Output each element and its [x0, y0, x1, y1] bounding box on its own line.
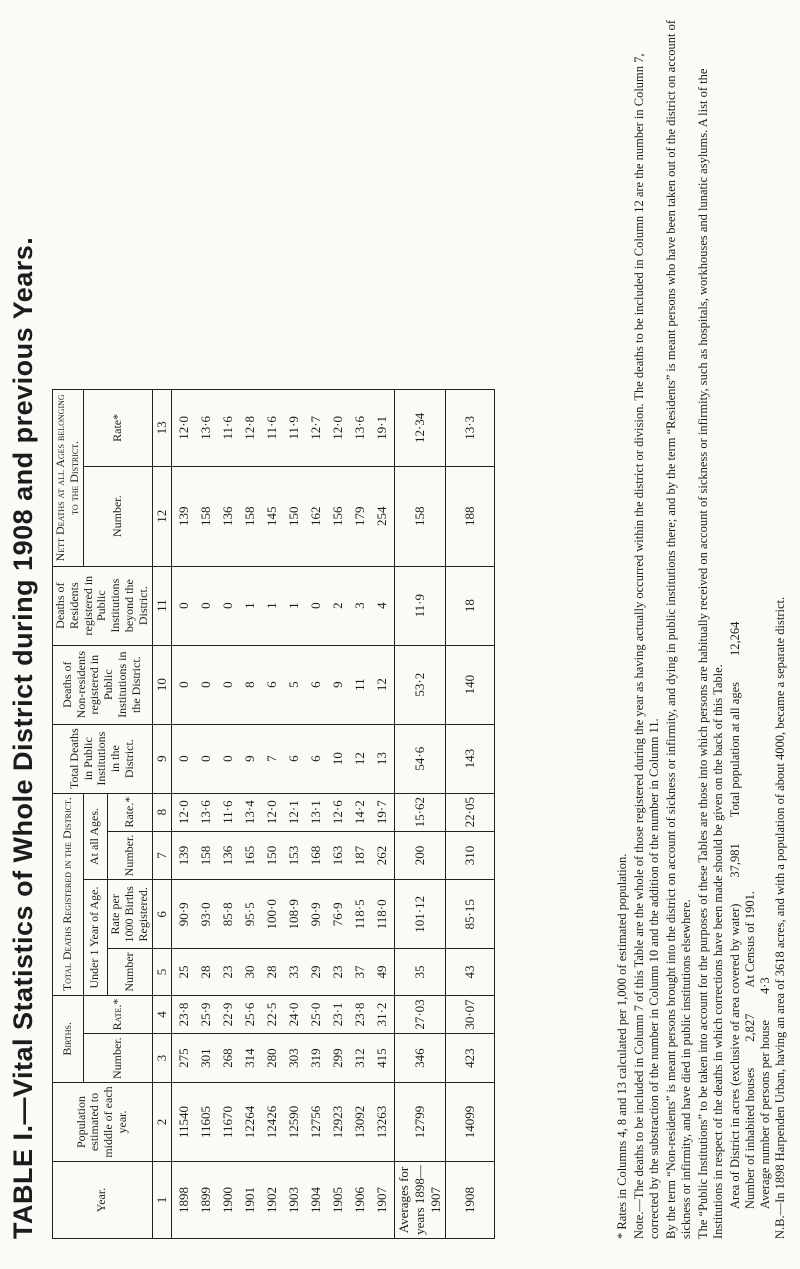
header-public-institutions: Total Deaths in Public Institutions in the District. — [53, 724, 153, 793]
table-cell: 118·0 — [373, 899, 389, 930]
note-non-residents: By the term “Non-residents” is meant persons brought into the district on account of sickness or infirmity, and dying in public institutions there; and by the term “Residents” is meant persons who have been taken out of the district on account of sickness or infirmity, and have died in public institutions elsewhere. — [664, 19, 693, 1239]
table-cell: 0 — [307, 602, 323, 609]
column-population — [171, 1083, 394, 1162]
table-cell: 158 — [197, 845, 213, 866]
cell: 18 — [445, 566, 494, 645]
table-cell: 7 — [263, 755, 279, 762]
column-number: 4 — [152, 995, 171, 1034]
table-cell: 25·9 — [197, 1002, 213, 1027]
table-cell: 12·0 — [175, 415, 191, 440]
header-all-ages: At all Ages. — [83, 793, 108, 880]
table-cell: 12·0 — [329, 415, 345, 440]
column-year — [171, 1162, 394, 1239]
table-cell: 19·7 — [373, 800, 389, 825]
header-population: Population estimated to middle of each year. — [53, 1083, 153, 1162]
table-cell: 299 — [329, 1048, 345, 1068]
cell: 310 — [445, 831, 494, 880]
table-cell: 23·1 — [329, 1002, 345, 1027]
column-number: 1 — [152, 1162, 171, 1239]
table-cell: 4 — [373, 602, 389, 609]
table-cell: 12·8 — [241, 415, 257, 440]
table-cell: 1 — [241, 602, 257, 609]
table-cell: 14·2 — [351, 800, 367, 825]
table-cell: 22·9 — [219, 1002, 235, 1027]
cell: 43 — [445, 949, 494, 995]
table-cell: 6 — [307, 755, 323, 762]
table-cell: 25 — [175, 965, 191, 979]
table-cell: 254 — [373, 506, 389, 526]
cell: 346 — [394, 1034, 445, 1083]
table-cell: 118·5 — [351, 899, 367, 930]
table-cell: 11540 — [175, 1105, 191, 1139]
column-number: 11 — [152, 566, 171, 645]
table-cell: 31·2 — [373, 1002, 389, 1027]
area-value: 37,981 — [728, 843, 742, 878]
table-cell: 179 — [351, 506, 367, 526]
table-cell: 1900 — [219, 1187, 235, 1213]
cell: 143 — [445, 724, 494, 793]
table-cell: 1906 — [351, 1187, 367, 1213]
column-number: 13 — [152, 390, 171, 467]
table-cell: 12 — [373, 678, 389, 692]
column-all-number — [171, 831, 394, 880]
table-cell: 11·6 — [219, 416, 235, 440]
table-cell: 11·6 — [263, 416, 279, 440]
table-cell: 303 — [285, 1048, 301, 1068]
table-cell: 24·0 — [285, 1002, 301, 1027]
table-cell: 319 — [307, 1048, 323, 1068]
header-non-residents: Deaths of Non-residents registered in Public Institutions in the District. — [53, 645, 153, 724]
table-cell: 165 — [241, 845, 257, 866]
cell: 15·62 — [394, 793, 445, 831]
cell: 12799 — [394, 1083, 445, 1162]
table-cell: 12·0 — [263, 800, 279, 825]
table-cell: 13·6 — [197, 800, 213, 825]
cell: 13·3 — [445, 390, 494, 467]
table-cell: 3 — [351, 602, 367, 609]
table-cell: 108·9 — [285, 899, 301, 930]
table-cell: 25·6 — [241, 1002, 257, 1027]
table-cell: 13·6 — [351, 415, 367, 440]
table-cell: 0 — [219, 602, 235, 609]
header-all-ages-rate: Rate.* — [108, 793, 152, 831]
column-number: 3 — [152, 1034, 171, 1083]
column-number: 10 — [152, 645, 171, 724]
cell: 35 — [394, 949, 445, 995]
table-cell: 0 — [219, 681, 235, 688]
column-number-row — [152, 390, 171, 1239]
table-cell: 1901 — [241, 1187, 257, 1213]
averages-row — [394, 390, 445, 1239]
table-cell: 25·0 — [307, 1002, 323, 1027]
table-cell: 1899 — [197, 1187, 213, 1213]
table-cell: 29 — [307, 965, 323, 979]
cell: 1908 — [445, 1162, 494, 1239]
table-cell: 30 — [241, 965, 257, 979]
cell: 53·2 — [394, 645, 445, 724]
column-number: 2 — [152, 1083, 171, 1162]
table-cell: 28 — [197, 965, 213, 979]
column-number: 8 — [152, 793, 171, 831]
header-total-deaths: Total Deaths Registered in the District. — [53, 793, 84, 995]
table-cell: 13·4 — [241, 800, 257, 825]
area-block — [728, 19, 773, 1209]
cell: 11·9 — [394, 566, 445, 645]
table-cell: 12264 — [241, 1105, 257, 1139]
table-cell: 93·0 — [197, 902, 213, 927]
table-cell: 2 — [329, 602, 345, 609]
cell: 188 — [445, 466, 494, 566]
page-title: TABLE I.—Vital Statistics of Whole District during 1908 and previous Years. — [8, 236, 38, 1239]
table-cell: 301 — [197, 1048, 213, 1068]
table-cell: 163 — [329, 845, 345, 866]
table-cell: 12756 — [307, 1105, 323, 1139]
cell: 54·6 — [394, 724, 445, 793]
table-cell: 9 — [241, 755, 257, 762]
column-nett-number — [171, 466, 394, 566]
table-cell: 76·9 — [329, 902, 345, 927]
table-cell: 11670 — [219, 1105, 235, 1139]
table-cell: 6 — [307, 681, 323, 688]
table-cell: 12 — [351, 752, 367, 766]
header-under-1: Under 1 Year of Age. — [83, 880, 108, 995]
table-cell: 158 — [197, 506, 213, 526]
table-cell: 136 — [219, 506, 235, 526]
table-cell: 23 — [219, 965, 235, 979]
column-res-beyond — [171, 566, 394, 645]
table-cell: 13263 — [373, 1105, 389, 1139]
table-cell: 9 — [329, 681, 345, 688]
table-cell: 100·0 — [263, 899, 279, 930]
table-cell: 8 — [241, 681, 257, 688]
table-cell: 187 — [351, 845, 367, 866]
table-cell: 136 — [219, 845, 235, 866]
table-cell: 139 — [175, 845, 191, 866]
table-cell: 312 — [351, 1048, 367, 1068]
column-number: 6 — [152, 880, 171, 949]
column-public — [171, 724, 394, 793]
table-cell: 415 — [373, 1048, 389, 1068]
column-number: 9 — [152, 724, 171, 793]
table-cell: 11·6 — [219, 800, 235, 824]
table-cell: 1 — [285, 602, 301, 609]
table-cell: 0 — [175, 602, 191, 609]
table-cell: 10 — [329, 752, 345, 766]
table-cell: 28 — [263, 965, 279, 979]
table-cell: 1902 — [263, 1187, 279, 1213]
table-cell: 12·6 — [329, 800, 345, 825]
column-births-number — [171, 1034, 394, 1083]
table-cell: 13092 — [351, 1105, 367, 1139]
column-number: 12 — [152, 466, 171, 566]
header-nett-deaths: Nett Deaths at all Ages belonging to the District. — [53, 390, 84, 567]
header-births-rate: Rate.* — [83, 995, 152, 1034]
table-cell: 1904 — [307, 1187, 323, 1213]
cell: 85·15 — [445, 880, 494, 949]
note-public-institutions: The “Public Institutions” to be taken into account for the purposes of these Tables are those into which persons are habitually received on account of sickness or infirmity, such as hospitals, workhouses and lunatic asylums. A list of the Institutions in respect of the deaths in which corrections have been made should be given on the back of this Table. — [696, 68, 725, 1239]
header-nett-number: Number. — [83, 466, 152, 566]
table-cell: 11·9 — [285, 416, 301, 440]
column-non-res — [171, 645, 394, 724]
table-cell: 12·7 — [307, 415, 323, 440]
cell: 27·03 — [394, 995, 445, 1034]
cell: 101·12 — [394, 880, 445, 949]
column-number: 5 — [152, 949, 171, 995]
table-cell: 0 — [197, 755, 213, 762]
table-cell: 23·8 — [175, 1002, 191, 1027]
table-cell: 1898 — [175, 1187, 191, 1213]
column-number: 7 — [152, 831, 171, 880]
table-cell: 95·5 — [241, 902, 257, 927]
table-cell: 158 — [241, 506, 257, 526]
table-cell: 12923 — [329, 1105, 345, 1139]
header-row-1 — [53, 390, 84, 1239]
cell: 423 — [445, 1034, 494, 1083]
column-u1-number — [171, 949, 394, 995]
table-cell: 262 — [373, 845, 389, 866]
table-cell: 13·1 — [307, 800, 323, 825]
cell: 14099 — [445, 1083, 494, 1162]
table-cell: 168 — [307, 845, 323, 866]
table-cell: 12·0 — [175, 800, 191, 825]
census-label: At Census of 1901. — [743, 891, 757, 988]
population-value: 12,264 — [728, 621, 742, 657]
header-under-1-rate: Rate per 1000 Births Registered. — [108, 880, 152, 949]
column-all-rate — [171, 793, 394, 831]
table-cell: 145 — [263, 506, 279, 526]
table-cell: 22·5 — [263, 1002, 279, 1027]
table-cell: 12·1 — [285, 800, 301, 825]
table-cell: 156 — [329, 506, 345, 526]
table-cell: 1905 — [329, 1187, 345, 1213]
table-cell: 0 — [197, 602, 213, 609]
table-cell: 0 — [197, 681, 213, 688]
table-cell: 19·1 — [373, 415, 389, 440]
cell: 30·07 — [445, 995, 494, 1034]
table-cell: 162 — [307, 506, 323, 526]
table-cell: 13 — [373, 752, 389, 766]
table-cell: 6 — [263, 681, 279, 688]
table-cell: 0 — [175, 681, 191, 688]
cell: 200 — [394, 831, 445, 880]
table-cell: 153 — [285, 845, 301, 866]
header-births-number: Number. — [83, 1034, 152, 1083]
area-label: Area of District in acres (exclusive of area covered by water) — [728, 903, 742, 1209]
table-cell: 275 — [175, 1048, 191, 1068]
houses-value: 2,827 — [743, 1013, 757, 1042]
footnotes — [615, 19, 790, 1239]
houses-label: Number of inhabited houses — [743, 1067, 757, 1209]
year-1908-row — [445, 390, 494, 1239]
note-rates: * Rates in Columns 4, 8 and 13 calculated per 1,000 of estimated population. — [615, 853, 629, 1239]
table-cell: 37 — [351, 965, 367, 979]
table-cell: 33 — [285, 965, 301, 979]
header-births: Births. — [53, 995, 84, 1082]
table-cell: 1903 — [285, 1187, 301, 1213]
table-cell: 268 — [219, 1048, 235, 1068]
table-cell: 150 — [285, 506, 301, 526]
table-cell: 1907 — [373, 1187, 389, 1213]
header-all-ages-number: Number. — [108, 831, 152, 880]
table-cell: 11 — [351, 678, 367, 691]
cell: 140 — [445, 645, 494, 724]
table-cell: 12590 — [285, 1105, 301, 1139]
column-nett-rate — [171, 390, 394, 467]
table-cell: 23·8 — [351, 1002, 367, 1027]
table-cell: 90·9 — [307, 902, 323, 927]
table-cell: 150 — [263, 845, 279, 866]
population-label: Total population at all ages — [728, 682, 742, 818]
table-cell: 23 — [329, 965, 345, 979]
table-cell: 0 — [219, 755, 235, 762]
yearly-rows — [171, 390, 394, 1239]
persons-value: 4·3 — [758, 977, 772, 995]
column-u1-rate — [171, 880, 394, 949]
table-cell: 90·9 — [175, 902, 191, 927]
column-births-rate — [171, 995, 394, 1034]
cell: 158 — [394, 466, 445, 566]
header-under-1-number: Number — [108, 949, 152, 995]
table-cell: 1 — [263, 602, 279, 609]
averages-label: Averages for years 1898—1907 — [394, 1162, 445, 1239]
persons-label: Average number of persons per house — [758, 1020, 772, 1209]
vital-statistics-table — [52, 389, 495, 1239]
table-cell: 13·6 — [197, 415, 213, 440]
table-cell: 0 — [175, 755, 191, 762]
note-columns: Note.—The deaths to be included in Column 7 of this Table are the whole of those registered during the year as having actually occurred within the district or division. The deaths to be included in Column 12 are the number in Column 7, corrected by the substraction of the number in Column 10 and the addition of the number in Column 11. — [632, 53, 661, 1239]
note-nb: N.B.—In 1898 Harpenden Urban, having an area of 3618 acres, and with a population of about 4000, became a separate district. — [773, 596, 787, 1239]
table-cell: 6 — [285, 755, 301, 762]
table-cell: 280 — [263, 1048, 279, 1068]
header-year: Year. — [53, 1162, 153, 1239]
table-cell: 49 — [373, 965, 389, 979]
table-cell: 314 — [241, 1048, 257, 1068]
table-cell: 5 — [285, 681, 301, 688]
table-cell: 139 — [175, 506, 191, 526]
header-nett-rate: Rate* — [83, 390, 152, 467]
cell: 22·05 — [445, 793, 494, 831]
table-cell: 12426 — [263, 1105, 279, 1139]
table-cell: 85·8 — [219, 902, 235, 927]
header-residents-beyond: Deaths of Residents registered in Public Institutions beyond the District. — [53, 566, 153, 645]
cell: 12·34 — [394, 390, 445, 467]
table-cell: 11605 — [197, 1105, 213, 1139]
